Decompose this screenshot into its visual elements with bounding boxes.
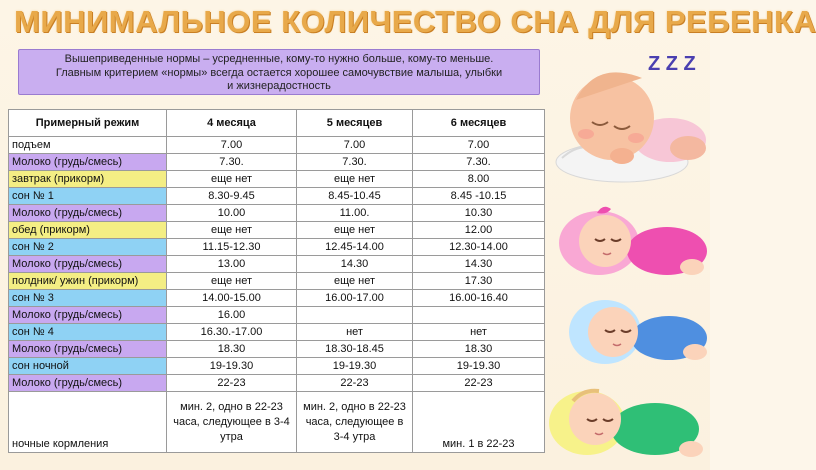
table-cell: 16.00-16.40 xyxy=(413,290,545,307)
baby-sleeping-pillow-illustration xyxy=(552,40,710,185)
note-line: Главным критерием «нормы» всегда остается хорошее самочувствие малыша, улыбки xyxy=(55,66,503,79)
table-cell: 7.30. xyxy=(297,154,413,171)
row-label: Молоко (грудь/смесь) xyxy=(9,307,167,324)
zzz-text: Z Z Z xyxy=(648,53,696,75)
header-cell: 5 месяцев xyxy=(297,110,413,137)
table-cell: 22-23 xyxy=(413,375,545,392)
sleep-schedule-table xyxy=(8,109,545,453)
table-cell: 19-19.30 xyxy=(413,358,545,375)
row-label: Молоко (грудь/смесь) xyxy=(9,341,167,358)
table-cell: мин. 1 в 22-23 xyxy=(413,392,545,453)
table-cell xyxy=(413,307,545,324)
table-cell: 11.15-12.30 xyxy=(167,239,297,256)
row-label: ночные кормления xyxy=(9,392,167,453)
table-cell: 19-19.30 xyxy=(297,358,413,375)
table-row-night-feedings xyxy=(9,392,545,453)
row-label: Молоко (грудь/смесь) xyxy=(9,256,167,273)
table-row xyxy=(9,205,545,222)
row-label: сон ночной xyxy=(9,358,167,375)
table-cell: мин. 2, одно в 22-23 часа, следующее в 3-4 утра xyxy=(297,392,413,453)
header-cell: 4 месяца xyxy=(167,110,297,137)
table-row xyxy=(9,273,545,290)
table-cell: 14.30 xyxy=(413,256,545,273)
table-row xyxy=(9,307,545,324)
table-cell: 12.45-14.00 xyxy=(297,239,413,256)
table-row xyxy=(9,239,545,256)
table-cell: еще нет xyxy=(167,171,297,188)
table-row xyxy=(9,358,545,375)
table-row xyxy=(9,375,545,392)
table-cell: еще нет xyxy=(297,222,413,239)
table-cell: 16.00 xyxy=(167,307,297,324)
table-cell: еще нет xyxy=(167,222,297,239)
table-cell: 16.00-17.00 xyxy=(297,290,413,307)
table-row xyxy=(9,154,545,171)
table-cell: 8.30-9.45 xyxy=(167,188,297,205)
info-note xyxy=(18,49,540,95)
table-row xyxy=(9,137,545,154)
table-cell: 7.00 xyxy=(413,137,545,154)
page-title: МИНИМАЛЬНОЕ КОЛИЧЕСТВО СНА ДЛЯ РЕБЕНКА xyxy=(14,4,816,39)
table-cell: еще нет xyxy=(297,273,413,290)
row-label: сон № 2 xyxy=(9,239,167,256)
table-cell: 22-23 xyxy=(297,375,413,392)
table-row xyxy=(9,290,545,307)
table-cell: 17.30 xyxy=(413,273,545,290)
row-label: полдник/ ужин (прикорм) xyxy=(9,273,167,290)
row-label: обед (прикорм) xyxy=(9,222,167,239)
note-line: Вышеприведенные нормы – усредненные, кому-то нужно больше, кому-то меньше. xyxy=(64,53,494,65)
table-cell: 7.00 xyxy=(167,137,297,154)
table-cell: 14.30 xyxy=(297,256,413,273)
table-cell xyxy=(297,307,413,324)
row-label: Молоко (грудь/смесь) xyxy=(9,375,167,392)
row-label: Молоко (грудь/смесь) xyxy=(9,154,167,171)
table-cell: 8.45-10.45 xyxy=(297,188,413,205)
table-row xyxy=(9,222,545,239)
table-cell: 16.30.-17.00 xyxy=(167,324,297,341)
table-cell: 18.30-18.45 xyxy=(297,341,413,358)
table-cell: мин. 2, одно в 22-23 часа, следующее в 3-4 утра xyxy=(167,392,297,453)
table-cell: 8.45 -10.15 xyxy=(413,188,545,205)
table-cell: 7.30. xyxy=(413,154,545,171)
table-cell: 12.00 xyxy=(413,222,545,239)
table-row xyxy=(9,188,545,205)
table-row xyxy=(9,324,545,341)
baby-boy-blue-illustration xyxy=(567,290,710,370)
row-label: Молоко (грудь/смесь) xyxy=(9,205,167,222)
table-cell: 11.00. xyxy=(297,205,413,222)
header-cell: 6 месяцев xyxy=(413,110,545,137)
table-cell: нет xyxy=(297,324,413,341)
table-cell: 14.00-15.00 xyxy=(167,290,297,307)
table-cell: 10.30 xyxy=(413,205,545,222)
table-cell: 7.30. xyxy=(167,154,297,171)
table-cell: 8.00 xyxy=(413,171,545,188)
row-label: сон № 1 xyxy=(9,188,167,205)
table-cell: 22-23 xyxy=(167,375,297,392)
note-line: и жизнерадостность xyxy=(227,80,331,92)
table-cell: еще нет xyxy=(167,273,297,290)
table-cell: нет xyxy=(413,324,545,341)
table-cell: 13.00 xyxy=(167,256,297,273)
row-label: сон № 3 xyxy=(9,290,167,307)
table-cell: 18.30 xyxy=(413,341,545,358)
row-label: подъем xyxy=(9,137,167,154)
table-cell: 10.00 xyxy=(167,205,297,222)
header-cell: Примерный режим xyxy=(9,110,167,137)
table-row xyxy=(9,256,545,273)
table-cell: 18.30 xyxy=(167,341,297,358)
baby-girl-pink-illustration xyxy=(557,195,710,280)
table-header-row xyxy=(9,110,545,137)
row-label: сон № 4 xyxy=(9,324,167,341)
table-cell: 19-19.30 xyxy=(167,358,297,375)
table-cell: 12.30-14.00 xyxy=(413,239,545,256)
row-label: завтрак (прикорм) xyxy=(9,171,167,188)
table-cell: еще нет xyxy=(297,171,413,188)
table-row xyxy=(9,171,545,188)
baby-green-illustration xyxy=(547,375,710,465)
table-cell: 7.00 xyxy=(297,137,413,154)
table-row xyxy=(9,341,545,358)
